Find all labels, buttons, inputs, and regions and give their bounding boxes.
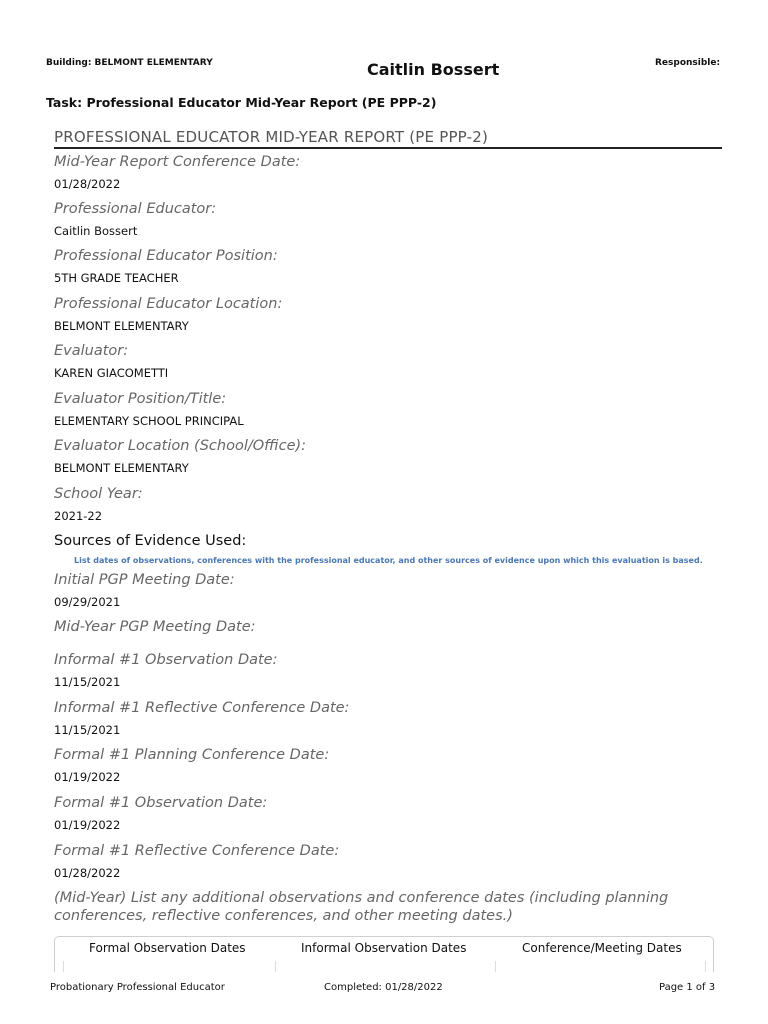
- sources-heading: Sources of Evidence Used:: [54, 533, 247, 549]
- field-value-position: 5TH GRADE TEACHER: [54, 271, 179, 285]
- responsible-label: Responsible:: [655, 58, 721, 68]
- field-value-evaluator: KAREN GIACOMETTI: [54, 366, 169, 380]
- field-value-formal-observation: 01/19/2022: [54, 818, 121, 832]
- footer-completed: Completed: 01/28/2022: [324, 982, 443, 993]
- field-label-evaluator-location: Evaluator Location (School/Office):: [54, 438, 307, 454]
- educator-name-header: Caitlin Bossert: [367, 60, 500, 79]
- field-value-evaluator-title: ELEMENTARY SCHOOL PRINCIPAL: [54, 414, 244, 428]
- field-label-position: Professional Educator Position:: [54, 248, 278, 264]
- field-value-informal-reflective: 11/15/2021: [54, 723, 121, 737]
- field-label-initial-pgp: Initial PGP Meeting Date:: [54, 572, 235, 588]
- field-value-formal-reflective: 01/28/2022: [54, 866, 121, 880]
- field-value-initial-pgp: 09/29/2021: [54, 595, 121, 609]
- field-label-informal-reflective: Informal #1 Reflective Conference Date:: [54, 700, 350, 716]
- field-label-conference-date: Mid-Year Report Conference Date:: [54, 154, 301, 170]
- field-value-formal-planning: 01/19/2022: [54, 770, 121, 784]
- column-header-conference: Conference/Meeting Dates: [522, 941, 682, 955]
- field-label-formal-observation: Formal #1 Observation Date:: [54, 795, 268, 811]
- footer-area: [0, 972, 768, 1024]
- section-title: PROFESSIONAL EDUCATOR MID-YEAR REPORT (PE PPP-2): [54, 128, 722, 149]
- building-label: Building: BELMONT ELEMENTARY: [46, 58, 213, 68]
- footer-left: Probationary Professional Educator: [50, 982, 225, 993]
- field-value-educator: Caitlin Bossert: [54, 224, 138, 238]
- field-label-formal-reflective: Formal #1 Reflective Conference Date:: [54, 843, 340, 859]
- field-value-conference-date: 01/28/2022: [54, 177, 121, 191]
- field-label-school-year: School Year:: [54, 486, 143, 502]
- column-header-formal: Formal Observation Dates: [89, 941, 246, 955]
- field-label-evaluator-title: Evaluator Position/Title:: [54, 391, 227, 407]
- field-value-informal-observation: 11/15/2021: [54, 675, 121, 689]
- additional-dates-prompt: (Mid-Year) List any additional observations and conference dates (including planning conferences, reflective conferences, and other meeting dates.): [54, 890, 669, 924]
- field-label-location: Professional Educator Location:: [54, 296, 283, 312]
- field-label-informal-observation: Informal #1 Observation Date:: [54, 652, 278, 668]
- field-value-evaluator-location: BELMONT ELEMENTARY: [54, 461, 189, 475]
- column-header-informal: Informal Observation Dates: [301, 941, 467, 955]
- sources-note: List dates of observations, conferences with the professional educator, and other sources of evidence upon which this evaluation is based.: [74, 556, 703, 565]
- field-label-evaluator: Evaluator:: [54, 343, 129, 359]
- footer-page-number: Page 1 of 3: [659, 982, 716, 993]
- field-value-school-year: 2021-22: [54, 509, 103, 523]
- field-value-location: BELMONT ELEMENTARY: [54, 319, 189, 333]
- field-label-formal-planning: Formal #1 Planning Conference Date:: [54, 747, 330, 763]
- task-title: Task: Professional Educator Mid-Year Report (PE PPP-2): [46, 95, 437, 110]
- field-label-midyear-pgp: Mid-Year PGP Meeting Date:: [54, 619, 256, 635]
- field-label-educator: Professional Educator:: [54, 201, 217, 217]
